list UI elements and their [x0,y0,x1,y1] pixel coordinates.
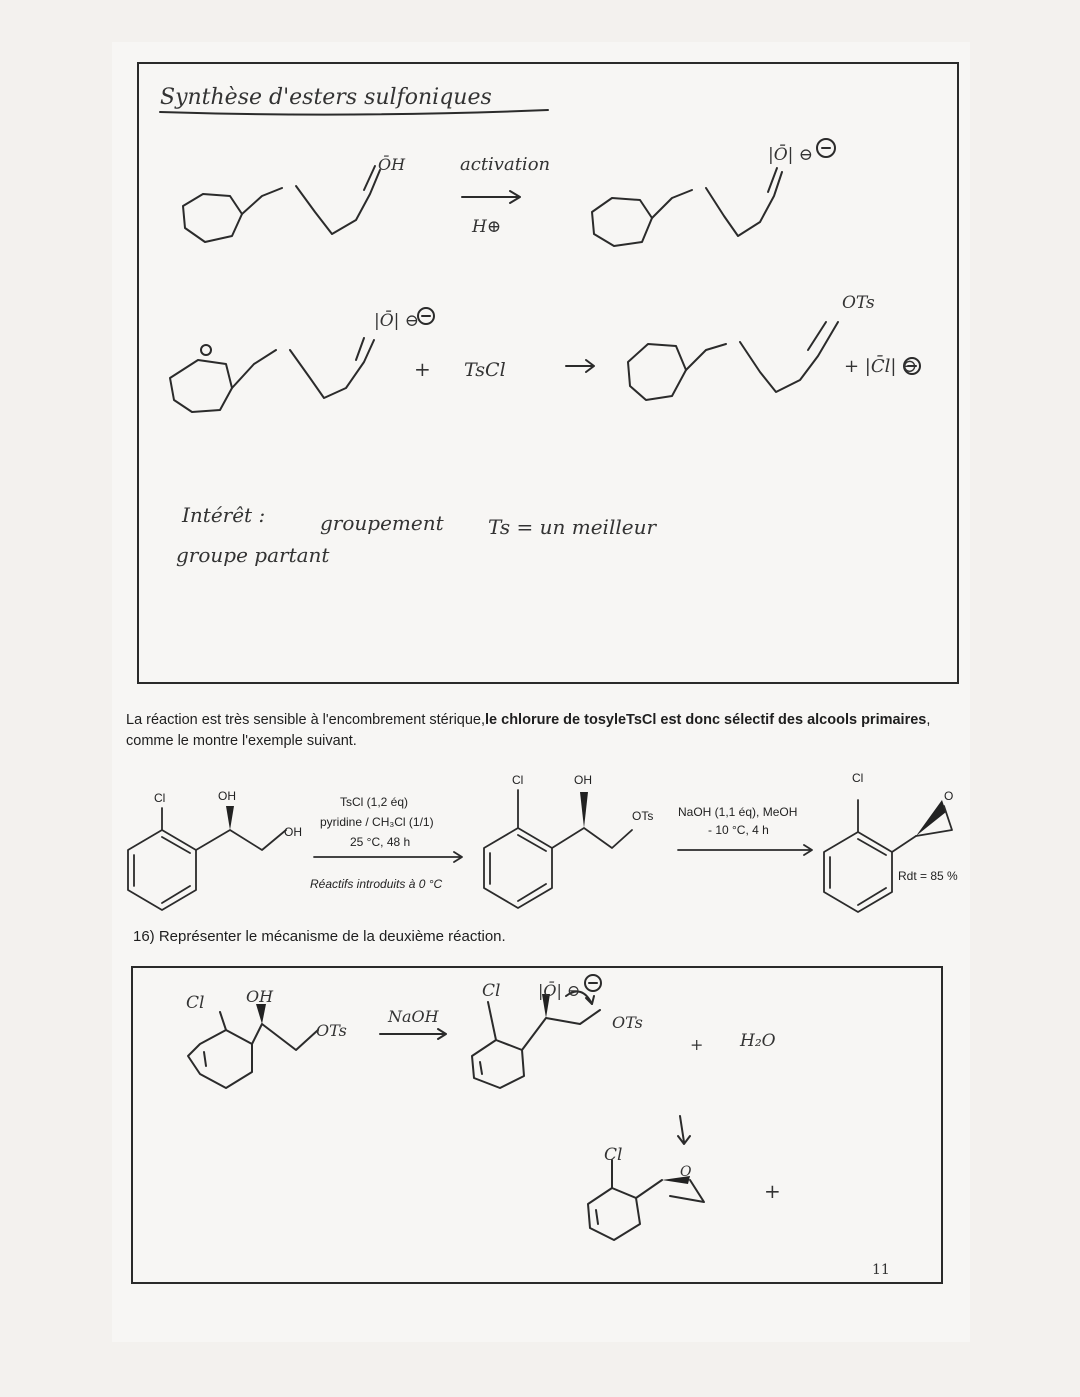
oh-label-a: OH [218,789,236,803]
cl-label-b: Cl [512,773,524,787]
chlorophenyl-epoxide-molecule [824,800,952,912]
oh-label-a2: OH [284,825,302,839]
mech-cl-label: Cl [186,993,205,1013]
printed-scheme [128,790,952,912]
step2-reagent: NaOH (1,1 éq), MeOH [678,805,798,819]
mechanism-alkoxide-molecule [472,975,690,1144]
mechanism-arrow-1 [380,1029,446,1039]
chloride-byproduct-label: + |C̄l| ⊖ [844,356,918,377]
mech-o-label: O [680,1164,692,1180]
page-number: 11 [872,1262,890,1278]
thp-ether-alcohol-molecule [183,166,380,242]
groupement-label: groupement [320,511,444,535]
reaction-arrow-2 [566,360,594,372]
activation-label: activation [460,154,551,175]
intro-part1: La réaction est très sensible à l'encombrement stérique, [126,712,486,728]
oh-label-b: OH [574,773,592,787]
step1-conditions: 25 °C, 48 h [350,835,411,849]
step1-note: Réactifs introduits à 0 °C [310,877,443,891]
cl-label-c: Cl [852,771,864,785]
yield-label: Rdt = 85 % [898,869,958,883]
scheme-arrow-2 [678,845,812,855]
question-16: 16) Représenter le mécanisme de la deuxième réaction. [133,928,506,945]
scheme-arrow-1 [314,852,462,862]
groupe-partant-label: groupe partant [176,543,330,567]
ts-meilleur-label: Ts = un meilleur [488,515,657,539]
mech-water-label: H₂O [740,1031,776,1051]
mechanism-start-molecule [188,1004,318,1088]
reaction-arrow-1 [462,191,520,203]
intro-paragraph [126,710,966,752]
step2-conditions: - 10 °C, 4 h [708,823,769,837]
handwritten-title: Synthèse d'esters sulfoniques [160,85,492,110]
intro-part3: , comme le montre l'exemple suivant. [126,712,931,749]
mech-naoh-label: NaOH [388,1007,439,1026]
mech-ots-label: OTs [316,1021,347,1040]
mech-cl-label-2: Cl [482,981,501,1001]
plus-sign: + [414,357,431,381]
o-label-c: O [944,789,954,803]
alkoxide-label-1: |Ō| ⊖ [768,145,814,165]
chlorophenyl-diol-molecule [128,806,286,910]
alkoxide-label-2: |Ō| ⊖ [374,311,420,331]
mech-alkoxide-label: |Ō| ⊖ [538,981,581,1000]
chlorophenyl-tosylate-molecule [484,790,632,908]
step1-reagent: TsCl (1,2 éq) [340,795,409,809]
ots-label: OTs [842,293,875,313]
mech-cl-label-3: Cl [604,1145,623,1165]
h-plus-label: H⊕ [472,217,502,237]
title-underline [160,110,548,115]
ots-label-b: OTs [632,809,654,823]
intro-bold-part: le chlorure de tosyleTsCl est donc sélectif des alcools primaires [485,712,927,728]
mech-ots-label-2: OTs [612,1013,643,1032]
mech-plus-label: + [690,1035,704,1054]
tscl-label: TsCl [464,359,506,381]
oh-label: ŌH [378,155,406,174]
step1-solvent: pyridine / CH₃Cl (1/1) [320,815,434,829]
cl-label-a: Cl [154,791,166,805]
mech-plus-label-2: + [764,1179,781,1203]
mech-oh-label: OH [246,987,274,1006]
interet-label: Intérêt : [182,503,266,527]
down-arrow [678,1116,690,1144]
